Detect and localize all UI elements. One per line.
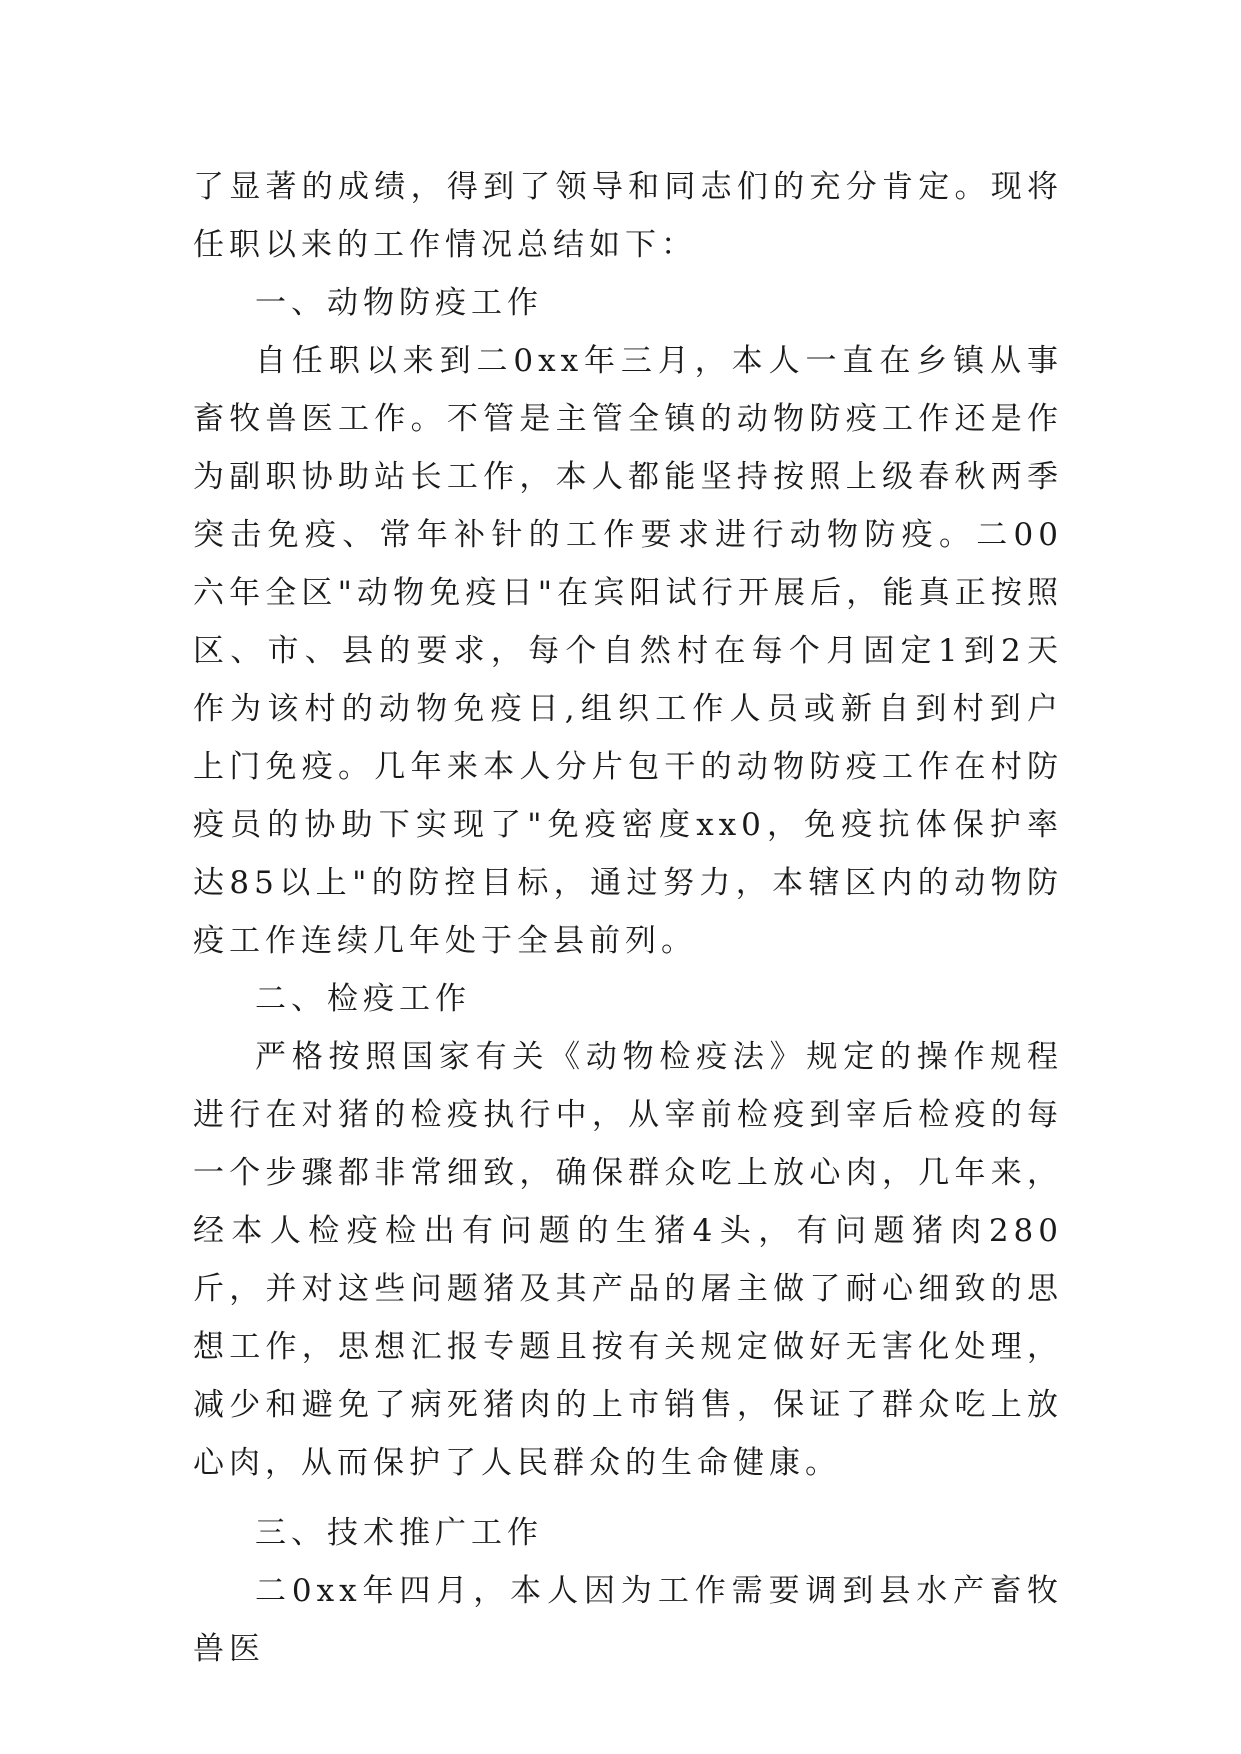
paragraph-intro-continued: 了显著的成绩，得到了领导和同志们的充分肯定。现将任职以来的工作情况总结如下：	[193, 169, 1063, 263]
paragraph-technology-promotion: 二0xx年四月，本人因为工作需要调到县水产畜牧兽医	[193, 1573, 1063, 1667]
paragraph-quarantine: 严格按照国家有关《动物检疫法》规定的操作规程进行在对猪的检疫执行中，从宰前检疫到宰后检疫的每一个步骤都非常细致，确保群众吃上放心肉，几年来，经本人检疫检出有问题的生猪4头，有问题猪肉280斤，并对这些问题猪及其产品的屠主做了耐心细致的思想工作，思想汇报专题且按有关规定做好无害化处理，减少和避免了病死猪肉的上市销售，保证了群众吃上放心肉，从而保护了人民群众的生命健康。	[193, 1039, 1063, 1481]
section-heading-quarantine: 二、检疫工作	[255, 981, 471, 1017]
section-heading-technology-promotion: 三、技术推广工作	[255, 1515, 543, 1551]
paragraph-epidemic-prevention: 自任职以来到二0xx年三月，本人一直在乡镇从事畜牧兽医工作。不管是主管全镇的动物防疫工作还是作为副职协助站长工作，本人都能坚持按照上级春秋两季突击免疫、常年补针的工作要求进行动物防疫。二00六年全区"动物免疫日"在宾阳试行开展后，能真正按照区、市、县的要求，每个自然村在每个月固定1到2天作为该村的动物免疫日,组织工作人员或新自到村到户上门免疫。几年来本人分片包干的动物防疫工作在村防疫员的协助下实现了"免疫密度xx0，免疫抗体保护率达85以上"的防控目标，通过努力，本辖区内的动物防疫工作连续几年处于全县前列。	[193, 343, 1063, 959]
section-heading-animal-epidemic-prevention: 一、动物防疫工作	[255, 285, 543, 321]
document-body	[193, 158, 1063, 1678]
